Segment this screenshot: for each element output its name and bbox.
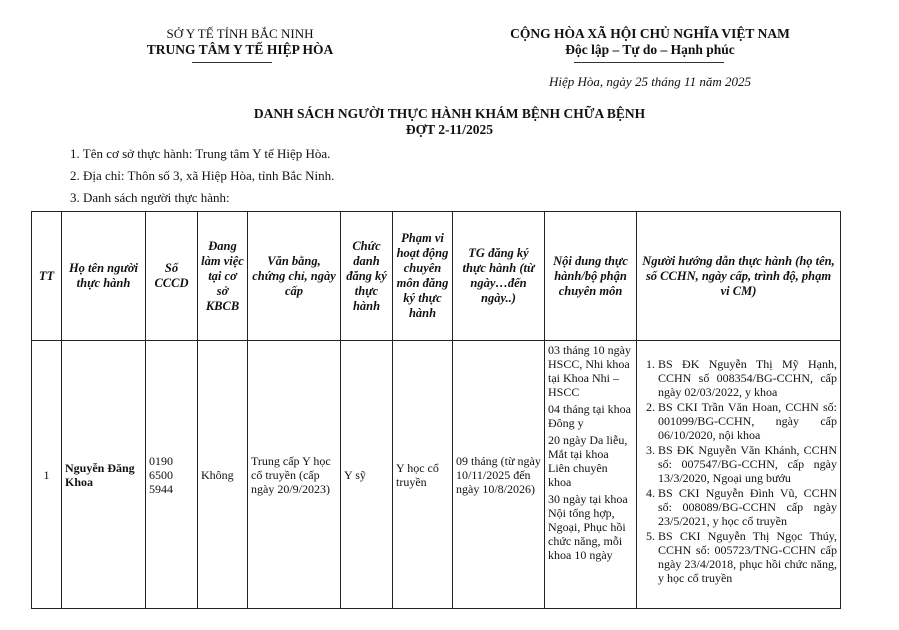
table-header-row xyxy=(32,212,841,341)
row-title: Y sỹ xyxy=(341,341,393,609)
info-list-label: 3. Danh sách người thực hành: xyxy=(70,190,230,205)
organization-name: TRUNG TÂM Y TẾ HIỆP HÒA xyxy=(146,42,334,57)
document-subtitle: ĐỢT 2-11/2025 xyxy=(405,122,494,137)
row-period: 09 tháng (từ ngày 10/11/2025 đến ngày 10/8/2026) xyxy=(453,341,545,609)
header-title: Chức danh đăng ký thực hành xyxy=(341,212,393,341)
content-item: 30 ngày tại khoa Nội tổng hợp, Ngoại, Phục hồi chức năng, mỗi khoa 10 ngày xyxy=(548,492,628,562)
left-divider xyxy=(192,62,272,63)
row-scope: Y học cổ truyền xyxy=(393,341,453,609)
header-name: Họ tên người thực hành xyxy=(62,212,146,341)
header-cccd: Số CCCD xyxy=(146,212,198,341)
row-guides xyxy=(637,341,841,609)
guide-item: 5. BS CKI Nguyễn Thị Ngọc Thúy, CCHN số: 005723/TNG-CCHN cấp ngày 23/4/2018, phục hồi chức năng, y học cổ truyền xyxy=(658,529,837,585)
info-facility: 1. Tên cơ sở thực hành: Trung tâm Y tế Hiệp Hòa. xyxy=(70,146,331,161)
document-title: DANH SÁCH NGƯỜI THỰC HÀNH KHÁM BỆNH CHỮA BỆNH xyxy=(253,106,646,121)
guide-item: 2. BS CKI Trần Văn Hoan, CCHN số: 001099/BG-CCHN, ngày cấp 06/10/2020, nội khoa xyxy=(658,400,837,442)
header-tt: TT xyxy=(32,212,62,341)
row-degree: Trung cấp Y học cổ truyền (cấp ngày 20/9/2023) xyxy=(248,341,341,609)
header-degree: Văn bằng, chứng chỉ, ngày cấp xyxy=(248,212,341,341)
table-row xyxy=(32,341,841,609)
guide-item: 1. BS ĐK Nguyễn Thị Mỹ Hạnh, CCHN số 008354/BG-CCHN, cấp ngày 02/03/2022, y khoa xyxy=(658,357,837,399)
row-working: Không xyxy=(198,341,248,609)
date-line: Hiệp Hòa, ngày 25 tháng 11 năm 2025 xyxy=(549,74,751,89)
department-name: SỞ Y TẾ TỈNH BẮC NINH xyxy=(166,26,314,41)
guide-item: 3. BS ĐK Nguyễn Văn Khánh, CCHN số: 007547/BG-CCHN, cấp ngày 13/3/2020, Ngoại ung bướu xyxy=(658,443,837,485)
country-name: CỘNG HÒA XÃ HỘI CHỦ NGHĨA VIỆT NAM xyxy=(510,26,790,41)
content-item: 20 ngày Da liễu, Mắt tại khoa Liên chuyên khoa xyxy=(548,433,628,489)
content-item: 03 tháng 10 ngày HSCC, Nhi khoa tại Khoa Nhi – HSCC xyxy=(548,343,631,399)
content-item: 04 tháng tại khoa Đông y xyxy=(548,402,631,430)
header-guide: Người hướng dẫn thực hành (họ tên, số CCHN, ngày cấp, trình độ, phạm vi CM) xyxy=(637,212,841,341)
right-divider xyxy=(574,62,724,63)
row-content xyxy=(545,341,637,609)
row-cccd: 0190 6500 5944 xyxy=(146,341,198,609)
row-name: Nguyễn Đăng Khoa xyxy=(62,341,146,609)
national-motto: Độc lập – Tự do – Hạnh phúc xyxy=(565,42,735,57)
practitioner-table xyxy=(31,211,841,609)
header-content: Nội dung thực hành/bộ phận chuyên môn xyxy=(545,212,637,341)
header-scope: Phạm vi hoạt động chuyên môn đăng ký thực hành xyxy=(393,212,453,341)
guide-item: 4. BS CKI Nguyễn Đình Vũ, CCHN số: 008089/BG-CCHN cấp ngày 23/5/2021, y học cổ truyền xyxy=(658,486,837,528)
info-address: 2. Địa chỉ: Thôn số 3, xã Hiệp Hòa, tỉnh Bắc Ninh. xyxy=(70,168,335,183)
header-period: TG đăng ký thực hành (từ ngày…đến ngày..) xyxy=(453,212,545,341)
header-working: Đang làm việc tại cơ sở KBCB xyxy=(198,212,248,341)
row-tt: 1 xyxy=(32,341,62,609)
